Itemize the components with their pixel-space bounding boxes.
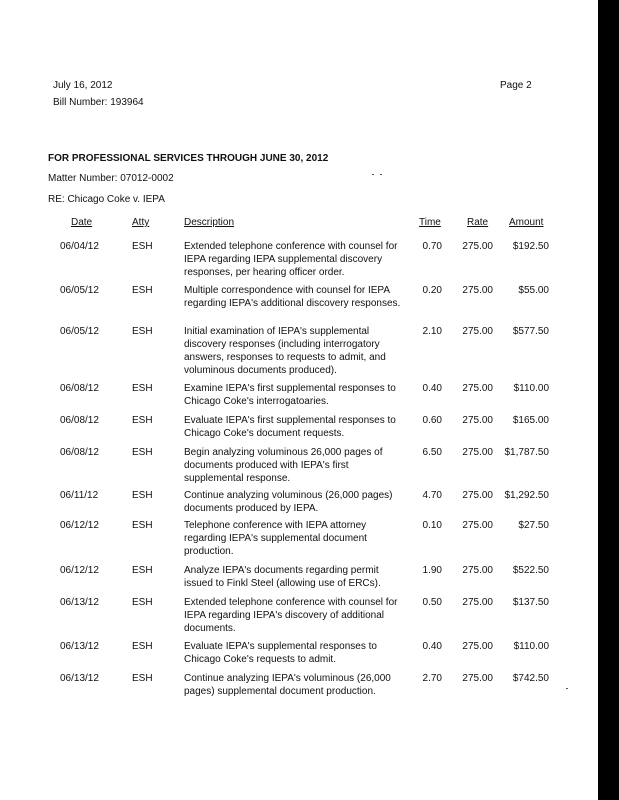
entry-rate: 275.00 — [462, 241, 493, 252]
entry-date: 06/12/12 — [60, 565, 99, 576]
entry-date: 06/13/12 — [60, 597, 99, 608]
entry-date: 06/04/12 — [60, 241, 99, 252]
entry-atty: ESH — [132, 520, 153, 531]
entry-time: 0.70 — [422, 241, 442, 252]
column-header-time: Time — [419, 217, 441, 228]
entry-amount: $165.00 — [512, 415, 549, 426]
entry-description: Telephone conference with IEPA attorney regarding IEPA's supplemental document production. — [184, 520, 367, 557]
entry-atty: ESH — [132, 383, 153, 394]
entry-time: 6.50 — [422, 447, 442, 458]
entry-time: 0.40 — [422, 383, 442, 394]
entry-date: 06/05/12 — [60, 285, 99, 296]
entry-amount: $27.50 — [518, 520, 549, 531]
entry-atty: ESH — [132, 673, 153, 684]
scan-speck — [566, 688, 568, 689]
entry-amount: $522.50 — [512, 565, 549, 576]
entry-date: 06/08/12 — [60, 447, 99, 458]
entry-amount: $577.50 — [512, 326, 549, 337]
entry-atty: ESH — [132, 326, 153, 337]
entry-rate: 275.00 — [462, 490, 493, 501]
entry-description: Multiple correspondence with counsel for IEPA regarding IEPA's additional discovery responses. — [184, 285, 401, 309]
entry-rate: 275.00 — [462, 326, 493, 337]
column-header-rate: Rate — [467, 217, 489, 228]
entry-amount: $55.00 — [518, 285, 549, 296]
invoice-date: July 16, 2012 — [53, 80, 113, 91]
entry-time: 1.90 — [422, 565, 442, 576]
entry-date: 06/13/12 — [60, 641, 99, 652]
entry-time: 2.70 — [422, 673, 442, 684]
entry-time: 4.70 — [422, 490, 442, 501]
entry-description: Evaluate IEPA's supplemental responses to Chicago Coke's requests to admit. — [184, 641, 377, 665]
entry-date: 06/08/12 — [60, 415, 99, 426]
entry-date: 06/13/12 — [60, 673, 99, 684]
entry-description: Begin analyzing voluminous 26,000 pages of documents produced with IEPA's first supplemental response. — [184, 447, 383, 484]
entry-time: 0.40 — [422, 641, 442, 652]
entry-rate: 275.00 — [462, 641, 493, 652]
entry-rate: 275.00 — [462, 415, 493, 426]
entry-description: Examine IEPA's first supplemental responses to Chicago Coke's interrogatoaries. — [184, 383, 396, 407]
entry-description: Continue analyzing voluminous (26,000 pages) documents produced by IEPA. — [184, 490, 393, 514]
entry-atty: ESH — [132, 597, 153, 608]
entry-description: Extended telephone conference with counsel for IEPA regarding IEPA's discovery of additional documents. — [184, 597, 398, 634]
scan-speck — [380, 174, 382, 175]
entry-description: Evaluate IEPA's first supplemental responses to Chicago Coke's document requests. — [184, 415, 396, 439]
entry-description: Analyze IEPA's documents regarding permit issued to Finkl Steel (allowing use of ERCs). — [184, 565, 381, 589]
column-header-atty: Atty — [132, 217, 150, 228]
entry-time: 2.10 — [422, 326, 442, 337]
entry-description: Initial examination of IEPA's supplemental discovery responses (including interrogatory answers, responses to requests to admit, and voluminous documents produced). — [184, 326, 386, 376]
entry-date: 06/05/12 — [60, 326, 99, 337]
entry-rate: 275.00 — [462, 673, 493, 684]
entry-date: 06/08/12 — [60, 383, 99, 394]
matter-number: Matter Number: 07012-0002 — [48, 173, 174, 184]
entry-time: 0.10 — [422, 520, 442, 531]
entry-date: 06/11/12 — [60, 490, 99, 501]
column-header-description: Description — [184, 217, 235, 228]
entry-amount: $742.50 — [512, 673, 549, 684]
entry-description: Extended telephone conference with counsel for IEPA regarding IEPA supplemental discovery responses, per hearing officer order. — [184, 241, 398, 278]
scan-speck — [372, 174, 374, 175]
re-line: RE: Chicago Coke v. IEPA — [48, 194, 165, 205]
entry-rate: 275.00 — [462, 565, 493, 576]
entry-amount: $110.00 — [513, 383, 549, 394]
column-header-amount: Amount — [509, 217, 544, 228]
entry-atty: ESH — [132, 415, 153, 426]
entry-rate: 275.00 — [462, 520, 493, 531]
bill-number: Bill Number: 193964 — [53, 97, 144, 108]
entry-time: 0.50 — [422, 597, 442, 608]
services-title: FOR PROFESSIONAL SERVICES THROUGH JUNE 30, 2012 — [48, 153, 329, 164]
entry-atty: ESH — [132, 447, 153, 458]
entry-amount: $110.00 — [513, 641, 549, 652]
scan-edge-bar — [598, 0, 619, 800]
entry-atty: ESH — [132, 241, 153, 252]
entry-amount: $1,292.50 — [504, 490, 549, 501]
entry-rate: 275.00 — [462, 597, 493, 608]
entry-description: Continue analyzing IEPA's voluminous (26,000 pages) supplemental document production. — [184, 673, 391, 697]
entry-amount: $192.50 — [512, 241, 549, 252]
entry-atty: ESH — [132, 285, 153, 296]
entry-date: 06/12/12 — [60, 520, 99, 531]
entry-amount: $1,787.50 — [504, 447, 549, 458]
entry-rate: 275.00 — [462, 285, 493, 296]
page-number: Page 2 — [500, 80, 532, 91]
entry-amount: $137.50 — [512, 597, 549, 608]
entry-rate: 275.00 — [462, 447, 493, 458]
entry-atty: ESH — [132, 490, 153, 501]
column-header-date: Date — [71, 217, 93, 228]
entry-atty: ESH — [132, 565, 153, 576]
entry-atty: ESH — [132, 641, 153, 652]
entry-rate: 275.00 — [462, 383, 493, 394]
entry-time: 0.20 — [422, 285, 442, 296]
entry-time: 0.60 — [422, 415, 442, 426]
